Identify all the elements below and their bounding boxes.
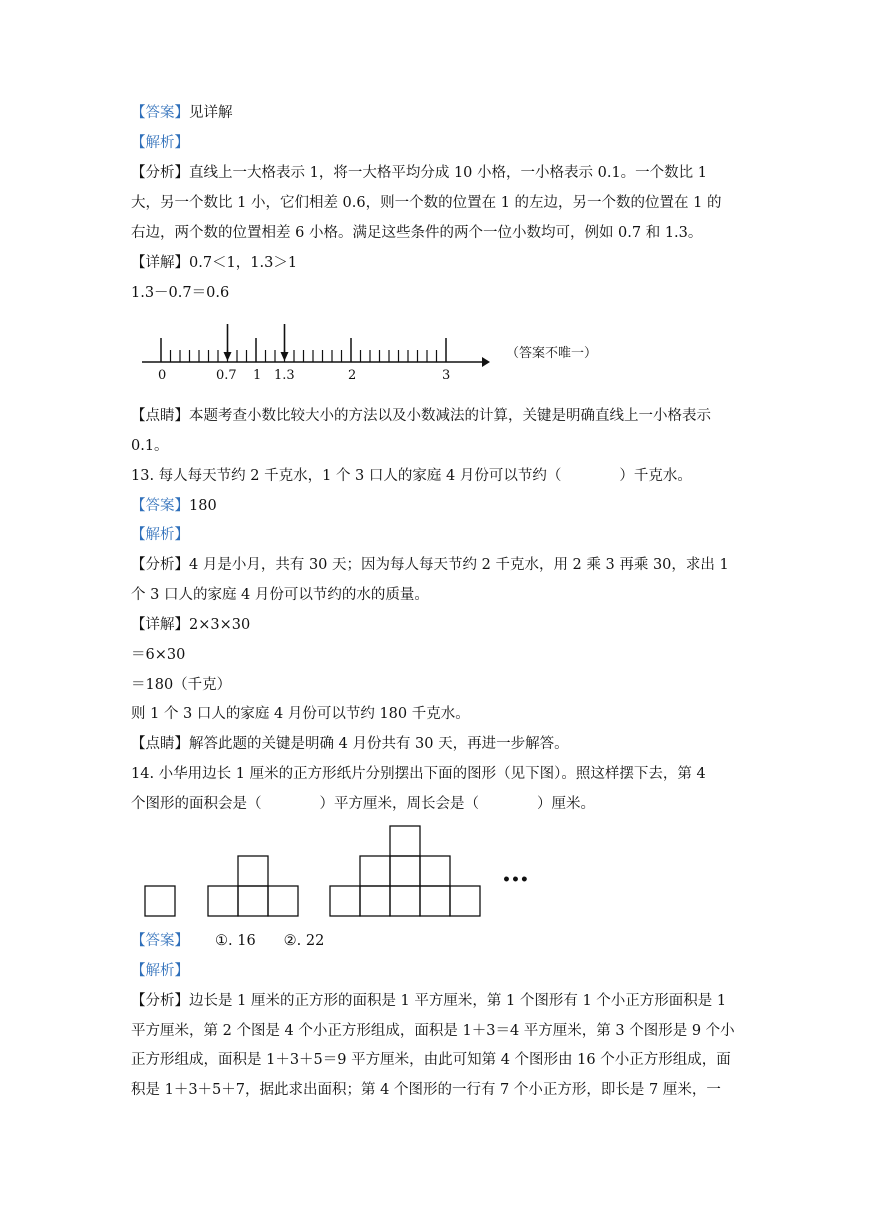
answer-tag: 【答案】 — [131, 498, 189, 514]
pointer-arrow — [281, 324, 289, 361]
answer-tag: 【答案】 — [131, 105, 189, 121]
q14-answer-line — [131, 931, 324, 951]
number-line-label-2: 2 — [348, 368, 357, 383]
q12-jiexi-tag: 【解析】 — [131, 135, 189, 151]
analysis-tag: 【分析】 — [131, 557, 189, 573]
q13-question-pre: 13. 每人每天节约 2 千克水，1 个 3 口人的家庭 4 月份可以节约（ — [131, 468, 562, 484]
analysis-tag: 【分析】 — [131, 993, 189, 1009]
q14-analysis-line-1 — [131, 991, 726, 1011]
q12-answer-line — [131, 103, 233, 123]
analysis-text: 边长是 1 厘米的正方形的面积是 1 平方厘米，第 1 个图形有 1 个小正方形面积是 1 — [189, 993, 727, 1009]
detail-text: 2×3×30 — [189, 617, 251, 633]
answer-text: 见详解 — [189, 105, 233, 121]
q14-question-line-1: 14. 小华用边长 1 厘米的正方形纸片分别摆出下面的图形（见下图）。照这样摆下去，第 4 — [131, 766, 706, 782]
q14-analysis-line-2: 平方厘米，第 2 个图是 4 个小正方形组成，面积是 1＋3＝4 平方厘米，第 3 个图形是 9 个小 — [131, 1023, 735, 1039]
point-text: 解答此题的关键是明确 4 月份共有 30 天，再进一步解答。 — [189, 736, 569, 752]
q14-analysis-line-4: 积是 1＋3＋5＋7，据此求出面积；第 4 个图形的一行有 7 个小正方形，即长是 7 厘米，一 — [131, 1082, 721, 1098]
number-line-label-1: 1 — [253, 368, 262, 383]
q12-point-line-1 — [131, 406, 711, 426]
q13-detail-line-1 — [131, 615, 250, 635]
number-line-ticks — [161, 338, 446, 362]
q13-detail-line-2: ＝6×30 — [131, 647, 186, 663]
pointer-arrow — [224, 324, 232, 361]
q12-analysis-line-3: 右边，两个数的位置相差 6 小格。满足这些条件的两个一位小数均可，例如 0.7 和 1.3。 — [131, 225, 703, 241]
answer-tag: 【答案】 — [131, 933, 189, 949]
analysis-tag: 【分析】 — [131, 165, 189, 181]
q14-question-part-b: ）平方厘米，周长会是（ — [319, 796, 479, 812]
number-line-arrowhead — [482, 357, 490, 367]
q12-point-line-2: 0.1。 — [131, 438, 169, 454]
fig1-square — [145, 886, 175, 916]
q14-question-part-a: 个图形的面积会是（ — [131, 796, 262, 812]
q13-question — [131, 466, 692, 486]
q14-analysis-line-3: 正方形组成，面积是 1＋3＋5＝9 平方厘米，由此可知第 4 个图形由 16 个小正方形组成，面 — [131, 1052, 731, 1068]
point-tag: 【点睛】 — [131, 736, 189, 752]
q12-detail-line-1 — [131, 253, 297, 273]
point-text: 本题考查小数比较大小的方法以及小数减法的计算，关键是明确直线上一小格表示 — [189, 408, 711, 424]
q12-analysis-line-1 — [131, 163, 707, 183]
figure-ellipsis: ••• — [502, 872, 529, 888]
q14-jiexi-tag: 【解析】 — [131, 963, 189, 979]
number-line-label-3: 3 — [442, 368, 451, 383]
q13-answer-line — [131, 496, 217, 516]
q13-question-post: ）千克水。 — [619, 468, 692, 484]
number-line-note: （答案不唯一） — [506, 346, 598, 361]
number-line-figure — [140, 322, 620, 384]
fig2-squares — [208, 856, 298, 916]
answer-1: ①. 16 — [215, 933, 256, 949]
q12-analysis-line-2: 大，另一个数比 1 小，它们相差 0.6，则一个数的位置在 1 的左边，另一个数的位置在 1 的 — [131, 195, 722, 211]
fig3-squares — [330, 826, 480, 916]
q12-detail-line-2: 1.3－0.7＝0.6 — [131, 285, 230, 301]
answer-2: ②. 22 — [283, 933, 325, 949]
square-pattern-figure — [140, 820, 540, 920]
detail-tag: 【详解】 — [131, 255, 189, 271]
number-line-label-1.3: 1.3 — [274, 368, 295, 383]
analysis-text: 4 月是小月，共有 30 天；因为每人每天节约 2 千克水，用 2 乘 3 再乘 30，求出 1 — [189, 557, 729, 573]
analysis-text: 直线上一大格表示 1，将一大格平均分成 10 小格，一小格表示 0.1。一个数比 1 — [189, 165, 708, 181]
q13-detail-line-4: 则 1 个 3 口人的家庭 4 月份可以节约 180 千克水。 — [131, 706, 470, 722]
number-line-label-0.7: 0.7 — [216, 368, 237, 383]
q13-point-line — [131, 734, 569, 754]
q13-analysis-line-2: 个 3 口人的家庭 4 月份可以节约的水的质量。 — [131, 587, 429, 603]
detail-text: 0.7＜1，1.3＞1 — [189, 255, 298, 271]
q14-question-part-c: ）厘米。 — [537, 796, 595, 812]
q13-detail-line-3: ＝180（千克） — [131, 677, 232, 693]
point-tag: 【点睛】 — [131, 408, 189, 424]
q14-question-line-2 — [131, 794, 595, 814]
q13-analysis-line-1 — [131, 555, 729, 575]
q13-jiexi-tag: 【解析】 — [131, 527, 189, 543]
number-line-label-0: 0 — [158, 368, 167, 383]
answer-text: 180 — [189, 498, 217, 514]
detail-tag: 【详解】 — [131, 617, 189, 633]
